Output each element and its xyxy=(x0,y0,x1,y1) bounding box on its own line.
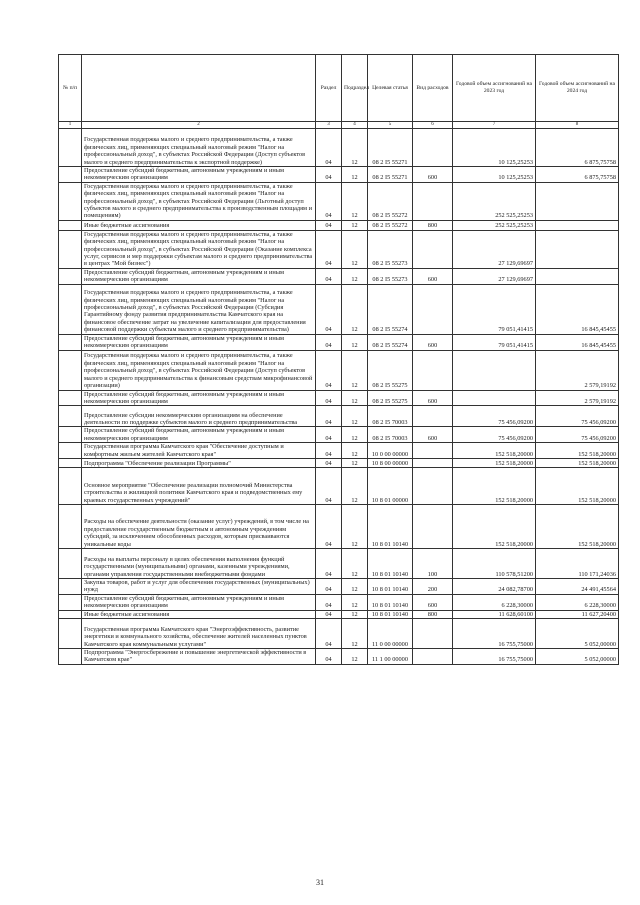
table-row xyxy=(59,618,619,648)
row-number-cell xyxy=(59,284,82,334)
row-expense-cell: 200 xyxy=(413,578,453,594)
row-expense-cell: 600 xyxy=(413,268,453,284)
row-expense-cell xyxy=(413,129,453,167)
column-number: 6 xyxy=(413,122,453,129)
table-row xyxy=(59,578,619,594)
row-target-cell: 08 2 I5 55274 xyxy=(368,284,413,334)
row-section-cell: 04 xyxy=(316,220,342,230)
row-2023-cell: 11 628,60100 xyxy=(453,610,536,618)
table-row xyxy=(59,648,619,664)
row-target-cell: 08 2 I5 55271 xyxy=(368,167,413,183)
row-subsection-cell: 12 xyxy=(342,167,368,183)
row-target-cell: 08 2 I5 55273 xyxy=(368,230,413,268)
row-number-cell xyxy=(59,230,82,268)
row-expense-cell xyxy=(413,406,453,427)
row-2024-cell: 5 052,00000 xyxy=(536,618,619,648)
row-section-cell: 04 xyxy=(316,350,342,390)
row-subsection-cell: 12 xyxy=(342,268,368,284)
row-2024-cell: 152 518,20000 xyxy=(536,458,619,467)
table-row xyxy=(59,220,619,230)
row-number-cell xyxy=(59,458,82,467)
row-2024-cell: 5 052,00000 xyxy=(536,648,619,664)
row-section-cell: 04 xyxy=(316,129,342,167)
row-expense-cell: 600 xyxy=(413,390,453,406)
row-expense-cell: 600 xyxy=(413,427,453,443)
row-name-cell: Расходы на обеспечение деятельности (оказание услуг) учреждений, в том числе на предоставление государственным бюджетным и автономным учреждениям субсидий, за исключением обособленных расходов, которым присваиваются уникальные коды xyxy=(82,504,316,548)
row-name-cell: Государственная программа Камчатского края "Обеспечение доступным и комфортным жильем жителей Камчатского края" xyxy=(82,443,316,459)
row-2024-cell: 152 518,20000 xyxy=(536,504,619,548)
row-target-cell: 08 2 I5 70003 xyxy=(368,406,413,427)
row-expense-cell xyxy=(413,458,453,467)
row-2024-cell: 6 875,75758 xyxy=(536,167,619,183)
row-number-cell xyxy=(59,594,82,610)
row-subsection-cell: 12 xyxy=(342,618,368,648)
table-row xyxy=(59,548,619,578)
row-expense-cell xyxy=(413,350,453,390)
row-2023-cell: 75 456,09200 xyxy=(453,406,536,427)
row-2024-cell: 6 228,30000 xyxy=(536,594,619,610)
row-number-cell xyxy=(59,334,82,350)
row-number-cell xyxy=(59,427,82,443)
row-name-cell: Закупка товаров, работ и услуг для обеспечения государственных (муниципальных) нужд xyxy=(82,578,316,594)
row-2024-cell: 2 579,19192 xyxy=(536,350,619,390)
row-target-cell: 08 2 I5 55275 xyxy=(368,350,413,390)
row-target-cell: 10 8 01 10140 xyxy=(368,548,413,578)
row-subsection-cell: 12 xyxy=(342,334,368,350)
row-name-cell: Государственная поддержка малого и среднего предпринимательства, а также физических лиц, применяющих специальный налоговый режим "Налог на профессиональный доход", в субъектах Российской Федерации (Оказание комплекса услуг, сервисов и мер поддержки субъектам малого и среднего предпринимательства в центрах "Мой бизнес") xyxy=(82,230,316,268)
row-section-cell: 04 xyxy=(316,284,342,334)
header-subsection: Подраздел xyxy=(342,55,368,122)
row-number-cell xyxy=(59,129,82,167)
row-2023-cell: 79 051,41415 xyxy=(453,334,536,350)
row-target-cell: 08 2 I5 55272 xyxy=(368,182,413,220)
row-2023-cell: 27 129,69697 xyxy=(453,268,536,284)
row-target-cell: 08 2 I5 55272 xyxy=(368,220,413,230)
row-2024-cell: 11 627,20400 xyxy=(536,610,619,618)
row-subsection-cell: 12 xyxy=(342,548,368,578)
row-expense-cell xyxy=(413,284,453,334)
page-number: 31 xyxy=(316,878,324,887)
row-subsection-cell: 12 xyxy=(342,129,368,167)
row-name-cell: Предоставление субсидий бюджетным, автономным учреждениям и иным некоммерческим организациям xyxy=(82,268,316,284)
row-subsection-cell: 12 xyxy=(342,284,368,334)
row-target-cell: 08 2 I5 55271 xyxy=(368,129,413,167)
row-2023-cell: 110 578,51200 xyxy=(453,548,536,578)
row-number-cell xyxy=(59,504,82,548)
row-2024-cell: 110 171,24036 xyxy=(536,548,619,578)
row-2023-cell xyxy=(453,350,536,390)
row-section-cell: 04 xyxy=(316,427,342,443)
row-number-cell xyxy=(59,350,82,390)
row-2024-cell xyxy=(536,220,619,230)
table-row xyxy=(59,390,619,406)
row-2024-cell xyxy=(536,182,619,220)
row-2023-cell: 24 082,78700 xyxy=(453,578,536,594)
row-section-cell: 04 xyxy=(316,182,342,220)
table-body xyxy=(59,129,619,665)
row-subsection-cell: 12 xyxy=(342,350,368,390)
row-expense-cell: 800 xyxy=(413,220,453,230)
row-expense-cell xyxy=(413,230,453,268)
column-number: 7 xyxy=(453,122,536,129)
row-subsection-cell: 12 xyxy=(342,182,368,220)
column-number-row xyxy=(59,122,619,129)
column-number: 3 xyxy=(316,122,342,129)
row-name-cell: Предоставление субсидий бюджетным, автономным учреждениям и иным некоммерческим организациям xyxy=(82,594,316,610)
row-target-cell: 10 8 00 00000 xyxy=(368,458,413,467)
row-target-cell: 10 8 01 10140 xyxy=(368,594,413,610)
row-expense-cell xyxy=(413,618,453,648)
row-name-cell: Подпрограмма "Энергосбережение и повышение энергетической эффективности в Камчатском крае" xyxy=(82,648,316,664)
row-name-cell: Предоставление субсидии некоммерческим организациям на обеспечение деятельности по поддержке субъектов малого и среднего предпринимательства xyxy=(82,406,316,427)
row-2024-cell: 24 491,45564 xyxy=(536,578,619,594)
row-name-cell: Подпрограмма "Обеспечение реализации Программы" xyxy=(82,458,316,467)
row-section-cell: 04 xyxy=(316,334,342,350)
row-number-cell xyxy=(59,268,82,284)
row-target-cell: 10 0 00 00000 xyxy=(368,443,413,459)
row-section-cell: 04 xyxy=(316,648,342,664)
row-2023-cell: 152 518,20000 xyxy=(453,443,536,459)
row-target-cell: 08 2 I5 55274 xyxy=(368,334,413,350)
table-row xyxy=(59,334,619,350)
row-number-cell xyxy=(59,167,82,183)
row-number-cell xyxy=(59,467,82,504)
row-2024-cell: 16 845,45455 xyxy=(536,334,619,350)
row-name-cell: Предоставление субсидий бюджетным, автономным учреждениям и иным некоммерческим организациям xyxy=(82,167,316,183)
table-row xyxy=(59,406,619,427)
row-2023-cell: 152 518,20000 xyxy=(453,504,536,548)
row-section-cell: 04 xyxy=(316,467,342,504)
row-name-cell: Государственная поддержка малого и среднего предпринимательства, а также физических лиц, применяющих специальный налоговый режим "Налог на профессиональный доход", в субъектах Российской Федерации (Доступ субъектов малого и среднего предпринимательства к экспортной поддержке) xyxy=(82,129,316,167)
row-2023-cell: 252 525,25253 xyxy=(453,220,536,230)
row-subsection-cell: 12 xyxy=(342,594,368,610)
table-row xyxy=(59,182,619,220)
row-subsection-cell: 12 xyxy=(342,427,368,443)
row-section-cell: 04 xyxy=(316,390,342,406)
row-subsection-cell: 12 xyxy=(342,504,368,548)
row-subsection-cell: 12 xyxy=(342,648,368,664)
row-2023-cell: 16 755,75000 xyxy=(453,618,536,648)
row-number-cell xyxy=(59,610,82,618)
row-expense-cell: 600 xyxy=(413,167,453,183)
row-expense-cell xyxy=(413,467,453,504)
row-section-cell: 04 xyxy=(316,268,342,284)
row-2024-cell: 2 579,19192 xyxy=(536,390,619,406)
column-number: 1 xyxy=(59,122,82,129)
table-row xyxy=(59,167,619,183)
row-number-cell xyxy=(59,220,82,230)
row-section-cell: 04 xyxy=(316,618,342,648)
header-expense: Вид расходов xyxy=(413,55,453,122)
row-number-cell xyxy=(59,648,82,664)
budget-table xyxy=(58,54,619,665)
row-expense-cell: 100 xyxy=(413,548,453,578)
row-expense-cell xyxy=(413,182,453,220)
header-num: № п/п xyxy=(59,55,82,122)
row-number-cell xyxy=(59,182,82,220)
row-2024-cell: 6 875,75758 xyxy=(536,129,619,167)
header-target: Целевая статья xyxy=(368,55,413,122)
row-name-cell: Основное мероприятие "Обеспечение реализации полномочий Министерства строительства и жилищной политики Камчатского края и подведомственных ему краевых государственных учреждений" xyxy=(82,467,316,504)
row-number-cell xyxy=(59,618,82,648)
row-name-cell: Государственная поддержка малого и среднего предпринимательства, а также физических лиц, применяющих специальный налоговый режим "Налог на профессиональный доход", в субъектах Российской Федерации (Льготный доступ субъектов малого и среднего предпринимательства к производственным площадям и помещениям) xyxy=(82,182,316,220)
row-target-cell: 10 8 01 10140 xyxy=(368,504,413,548)
row-2023-cell: 10 125,25253 xyxy=(453,129,536,167)
row-target-cell: 11 1 00 00000 xyxy=(368,648,413,664)
row-2023-cell: 152 518,20000 xyxy=(453,458,536,467)
column-number: 2 xyxy=(82,122,316,129)
table-row xyxy=(59,467,619,504)
row-section-cell: 04 xyxy=(316,504,342,548)
row-2024-cell: 152 518,20000 xyxy=(536,443,619,459)
row-name-cell: Предоставление субсидий бюджетным, автономным учреждениям и иным некоммерческим организациям xyxy=(82,427,316,443)
row-2023-cell: 16 755,75000 xyxy=(453,648,536,664)
header-section: Раздел xyxy=(316,55,342,122)
column-number: 5 xyxy=(368,122,413,129)
row-subsection-cell: 12 xyxy=(342,230,368,268)
table-header-row xyxy=(59,55,619,122)
row-number-cell xyxy=(59,390,82,406)
row-expense-cell xyxy=(413,504,453,548)
row-2023-cell: 79 051,41415 xyxy=(453,284,536,334)
row-target-cell: 11 0 00 00000 xyxy=(368,618,413,648)
table-row xyxy=(59,610,619,618)
table-row xyxy=(59,129,619,167)
row-subsection-cell: 12 xyxy=(342,406,368,427)
column-number: 8 xyxy=(536,122,619,129)
row-number-cell xyxy=(59,443,82,459)
row-section-cell: 04 xyxy=(316,167,342,183)
row-section-cell: 04 xyxy=(316,406,342,427)
row-2024-cell: 16 845,45455 xyxy=(536,284,619,334)
row-target-cell: 08 2 I5 55275 xyxy=(368,390,413,406)
row-name-cell: Предоставление субсидий бюджетным, автономным учреждениям и иным некоммерческим организациям xyxy=(82,334,316,350)
row-2024-cell: 75 456,09200 xyxy=(536,427,619,443)
row-section-cell: 04 xyxy=(316,578,342,594)
row-section-cell: 04 xyxy=(316,594,342,610)
column-number: 4 xyxy=(342,122,368,129)
row-2023-cell: 252 525,25253 xyxy=(453,182,536,220)
row-subsection-cell: 12 xyxy=(342,578,368,594)
row-expense-cell xyxy=(413,443,453,459)
row-2024-cell: 152 518,20000 xyxy=(536,467,619,504)
row-name-cell: Иные бюджетные ассигнования xyxy=(82,220,316,230)
table-row xyxy=(59,458,619,467)
table-row xyxy=(59,284,619,334)
row-section-cell: 04 xyxy=(316,443,342,459)
table-row xyxy=(59,427,619,443)
table-row xyxy=(59,268,619,284)
header-2023: Годовой объем ассигнований на 2023 год xyxy=(453,55,536,122)
row-name-cell: Предоставление субсидий бюджетным, автономным учреждениям и иным некоммерческим организациям xyxy=(82,390,316,406)
row-expense-cell: 800 xyxy=(413,610,453,618)
row-expense-cell: 600 xyxy=(413,334,453,350)
row-2024-cell xyxy=(536,268,619,284)
row-2024-cell: 75 456,09200 xyxy=(536,406,619,427)
table-row xyxy=(59,230,619,268)
row-number-cell xyxy=(59,578,82,594)
row-subsection-cell: 12 xyxy=(342,443,368,459)
row-name-cell: Иные бюджетные ассигнования xyxy=(82,610,316,618)
row-target-cell: 10 8 01 10140 xyxy=(368,578,413,594)
row-section-cell: 04 xyxy=(316,458,342,467)
row-2023-cell: 27 129,69697 xyxy=(453,230,536,268)
row-number-cell xyxy=(59,406,82,427)
row-target-cell: 10 8 01 00000 xyxy=(368,467,413,504)
row-2023-cell xyxy=(453,390,536,406)
header-name xyxy=(82,55,316,122)
row-name-cell: Расходы на выплаты персоналу в целях обеспечения выполнения функций государственными (муниципальными) органами, казенными учреждениями, органами управления государственными внебюджетными фондами xyxy=(82,548,316,578)
row-target-cell: 08 2 I5 55273 xyxy=(368,268,413,284)
row-expense-cell xyxy=(413,648,453,664)
row-name-cell: Государственная поддержка малого и среднего предпринимательства, а также физических лиц, применяющих специальный налоговый режим "Налог на профессиональный доход", в субъектах Российской Федерации (Доступ субъектов малого и среднего предпринимательства к финансовым средствам микрофинансовой организации) xyxy=(82,350,316,390)
row-subsection-cell: 12 xyxy=(342,467,368,504)
row-section-cell: 04 xyxy=(316,230,342,268)
row-section-cell: 04 xyxy=(316,548,342,578)
row-2023-cell: 6 228,30000 xyxy=(453,594,536,610)
row-name-cell: Государственная программа Камчатского края "Энергоэффективность, развитие энергетики и коммунального хозяйства, обеспечение жителей населенных пунктов Камчатского края коммунальными услугами" xyxy=(82,618,316,648)
row-subsection-cell: 12 xyxy=(342,220,368,230)
row-section-cell: 04 xyxy=(316,610,342,618)
table-row xyxy=(59,504,619,548)
row-2023-cell: 75 456,09200 xyxy=(453,427,536,443)
header-2024: Годовой объем ассигнований на 2024 год xyxy=(536,55,619,122)
row-2024-cell xyxy=(536,230,619,268)
row-number-cell xyxy=(59,548,82,578)
row-subsection-cell: 12 xyxy=(342,610,368,618)
row-subsection-cell: 12 xyxy=(342,390,368,406)
row-target-cell: 10 8 01 10140 xyxy=(368,610,413,618)
row-subsection-cell: 12 xyxy=(342,458,368,467)
row-2023-cell: 152 518,20000 xyxy=(453,467,536,504)
table-row xyxy=(59,594,619,610)
row-name-cell: Государственная поддержка малого и среднего предпринимательства, а также физических лиц, применяющих специальный налоговый режим "Налог на профессиональный доход", в субъектах Российской Федерации (Субсидия Гарантийному фонду развития предпринимательства Камчатского края на финансовое обеспечение затрат на увеличение капитализации для предоставления финансовой поддержки субъектам малого и среднего предпринимательства) xyxy=(82,284,316,334)
row-target-cell: 08 2 I5 70003 xyxy=(368,427,413,443)
table-row xyxy=(59,350,619,390)
row-expense-cell: 600 xyxy=(413,594,453,610)
table-row xyxy=(59,443,619,459)
row-2023-cell: 10 125,25253 xyxy=(453,167,536,183)
